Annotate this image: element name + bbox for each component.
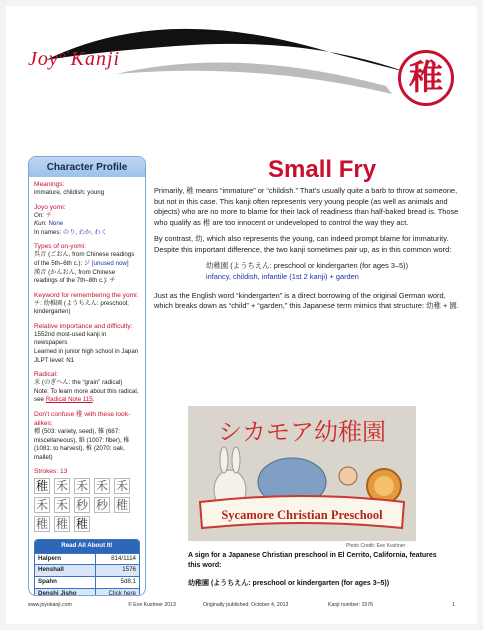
footer-site[interactable]: www.joyokanji.com [28, 602, 72, 608]
reference-name: Halpern [38, 554, 62, 562]
footer [28, 602, 458, 612]
logo[interactable] [28, 48, 120, 71]
types-1-note: [unused now] [91, 260, 129, 268]
character-profile-title: Character Profile [29, 157, 145, 177]
stroke-step: 禾 [55, 498, 68, 513]
stroke-order-grid [34, 478, 140, 532]
reference-name: Denshi Jisho [38, 589, 77, 596]
reference-name: Spahn [38, 577, 57, 585]
confuse-head: Don't confuse 稚 with these look-alikes: [34, 410, 131, 427]
reference-row [35, 576, 139, 588]
on-value: チ [45, 211, 52, 219]
photo-caption: A sign for a Japanese Christian preschool in El Cerrito, California, features this word: [188, 552, 437, 569]
radical-note-link[interactable]: Radical Note 115 [45, 396, 93, 404]
logo-joy: Joy [28, 48, 59, 70]
stroke-step: 禾 [55, 479, 68, 494]
stroke-step: 稚 [35, 517, 48, 532]
logo-kanji: Kanji [70, 48, 121, 70]
footer-copyright: © Eve Kushner 2013 [128, 602, 176, 608]
rabbit-ear [232, 447, 240, 473]
on-label: On: [34, 211, 46, 219]
sign-illustration [188, 406, 416, 541]
types-section [34, 242, 140, 285]
stroke-step: 禾 [115, 479, 128, 494]
keyword-value: チ: 幼稚園 (ようちえん: preschool; kindergarten) [34, 299, 129, 316]
denshi-jisho-link[interactable]: Click here [95, 589, 139, 596]
strokes-head: Strokes: 13 [34, 468, 68, 476]
stroke-step: 秒 [75, 498, 88, 513]
character-profile [28, 156, 146, 596]
keyword-section [34, 291, 140, 317]
stroke-step: 稚 [55, 517, 68, 532]
reference-value: 814/1114 [95, 554, 139, 565]
names-value: のり, わか, わく [62, 228, 107, 236]
types-1: 呉音 (ごおん, from Chinese readings of the 5th–6th c.): ジ [34, 251, 135, 268]
kun-value: None [48, 220, 64, 228]
radical-head: Radical: [34, 371, 58, 379]
meanings-head: Meanings: [34, 181, 65, 188]
yomi-head: Joyo yomi: [34, 203, 66, 211]
photo-credit: Photo Credit: Eve Kushner [346, 543, 406, 549]
stroke-step: 禾 [35, 498, 48, 513]
sign-top-text: シカモア幼稚園 [218, 418, 386, 446]
read-all-about-it [34, 539, 140, 596]
types-head: Types of on-yomi: [34, 243, 87, 251]
paragraph-3: Just as the English word “kindergarten” is a direct borrowing of the original German word, which breaks down as “child” + “garden,” this Japanese term mimics that structure: 幼稚 + 園. [154, 290, 459, 311]
confuse-value: 種 (503: variety, seed), 雑 (687: miscellaneous), 維 (1007: fiber), 稚 (1081: to harvest), 椎 (2070: oak, mallet) [34, 428, 130, 461]
footer-kanji-number: Kanji number: 1576 [328, 602, 373, 608]
names-label: In names: [34, 228, 63, 236]
stroke-step: 禾 [95, 479, 108, 494]
vocab-breakdown: infancy, childish, infantile (1st 2 kanji) + garden [206, 271, 359, 281]
stroke-step: 秒 [95, 498, 108, 513]
importance-1: 1552nd most-used kanji in newspapers [34, 330, 107, 347]
article-body [154, 186, 460, 318]
footer-published: Originally published: October 4, 2013 [203, 602, 289, 608]
paragraph-1: Primarily, 稚 means “immature” or “childish.” That’s usually quite a barb to throw at someone, but not in this case. This kanji often represents very young people (as well as animals and objects) who are no more to blame for their lack of readiness than half-baked bread is. Those who qualify as 稚 are too innocent or undeveloped to control the way they act. [154, 186, 459, 227]
paragraph-2: By contrast, 幼, which also represents the young, can indeed prompt blame for immaturity. Despite this important difference, the two kanji sometimes pair up, as in this common word: [154, 234, 452, 254]
kanji-badge-char: 稚 [409, 58, 443, 98]
child-figure [339, 467, 357, 485]
sign-banner-text: Sycamore Christian Preschool [221, 508, 383, 522]
reference-row [35, 588, 139, 596]
reference-name: Henshall [38, 566, 64, 574]
importance-3: JLPT level: N1 [34, 356, 75, 364]
importance-head: Relative importance and difficulty: [34, 322, 133, 330]
kun-label: Kun: [34, 220, 49, 228]
rabbit-ear [220, 447, 228, 473]
lion-face [374, 476, 394, 496]
importance-2: Learned in junior high school in Japan [34, 348, 139, 356]
strokes-section [34, 467, 140, 532]
photo-caption-word: 幼稚園 (ようちえん: preschool or kindergarten (for ages 3–5)) [188, 580, 390, 587]
reference-value: 1576 [95, 565, 139, 576]
reference-value: 5d8.1 [95, 577, 139, 588]
reference-row [35, 553, 139, 565]
kanji-badge [398, 50, 454, 106]
keyword-head: Keyword for remembering the yomi: [34, 291, 139, 299]
importance-section [34, 322, 140, 365]
radical-2: Note: To learn more about this radical, see [34, 387, 139, 404]
meanings-section [34, 180, 140, 198]
meanings-value: immature, childish; young [34, 189, 105, 197]
radical-section: Radical: 禾 (のぎへん: the “grain” radical) Note: To learn more about this radical, see Radical Note 115. [34, 371, 139, 404]
read-all-about-it-title: Read All About It! [35, 540, 139, 553]
radical-1: 禾 (のぎへん: the “grain” radical) [34, 379, 123, 387]
swoosh-light [116, 62, 392, 94]
confuse-section [34, 410, 140, 462]
stroke-step: 稚 [75, 517, 88, 532]
logo-o: o' [59, 49, 70, 61]
types-2: 漢音 (かんおん, from Chinese readings of the 7th–8th c.): チ [34, 268, 116, 285]
footer-page-number: 1 [452, 602, 455, 608]
reference-row [35, 564, 139, 576]
yomi-section [34, 203, 140, 238]
preschool-sign-photo [188, 406, 416, 541]
page-title: Small Fry [268, 156, 377, 183]
stroke-step: 稚 [35, 479, 48, 494]
stroke-step: 禾 [75, 479, 88, 494]
vocab-entry [206, 261, 460, 282]
stroke-step: 稚 [115, 498, 128, 513]
page [6, 6, 477, 624]
vocab-word: 幼稚園 (ようちえん: preschool or kindergarten (for ages 3–5)) [206, 261, 409, 271]
